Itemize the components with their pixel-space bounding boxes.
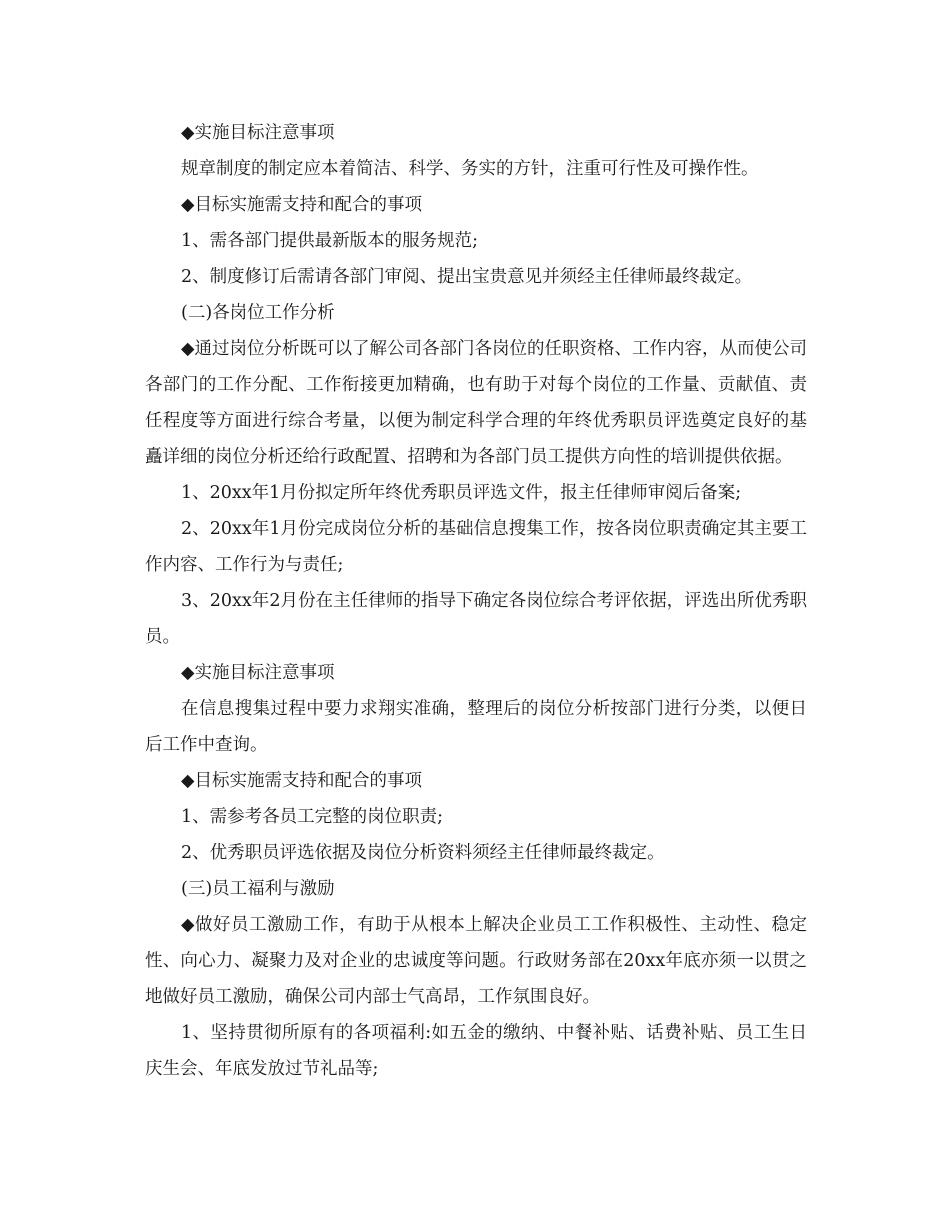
list-item: 1、坚持贯彻所原有的各项福利:如五金的缴纳、中餐补贴、话费补贴、员工生日庆生会、年底发放过节礼品等; — [145, 1023, 807, 1079]
list-item: 2、优秀职员评选依据及岗位分析资料须经主任律师最终裁定。 — [181, 843, 665, 863]
list-item: 2、制度修订后需请各部门审阅、提出宝贵意见并须经主任律师最终裁定。 — [181, 267, 753, 287]
document-body — [145, 115, 807, 1087]
list-item: 1、需参考各员工完整的岗位职责; — [181, 807, 444, 827]
bullet-heading: ◆实施目标注意事项 — [181, 123, 335, 143]
body-paragraph: 规章制度的制定应本着简洁、科学、务实的方针，注重可行性及可操作性。 — [181, 159, 759, 179]
list-item: 1、需各部门提供最新版本的服务规范; — [181, 231, 479, 251]
bullet-heading: ◆目标实施需支持和配合的事项 — [181, 195, 422, 215]
body-paragraph: ◆做好员工激励工作，有助于从根本上解决企业员工工作积极性、主动性、稳定性、向心力、凝聚力及对企业的忠诚度等问题。行政财务部在20xx年底亦须一以贯之地做好员工激励，确保公司内部士气高昂，工作氛围良好。 — [145, 915, 807, 1007]
list-item: 3、20xx年2月份在主任律师的指导下确定各岗位综合考评依据，评选出所优秀职员。 — [145, 591, 807, 647]
body-paragraph: 在信息搜集过程中要力求翔实准确，整理后的岗位分析按部门进行分类，以便日后工作中查询。 — [145, 699, 807, 755]
list-item: 2、20xx年1月份完成岗位分析的基础信息搜集工作，按各岗位职责确定其主要工作内容、工作行为与责任; — [145, 519, 807, 575]
bullet-heading: ◆目标实施需支持和配合的事项 — [181, 771, 422, 791]
body-paragraph: ◆通过岗位分析既可以了解公司各部门各岗位的任职资格、工作内容，从而使公司各部门的工作分配、工作衔接更加精确，也有助于对每个岗位的工作量、贡献值、责任程度等方面进行综合考量，以便为制定科学合理的年终优秀职员评选奠定良好的基矗详细的岗位分析还给行政配置、招聘和为各部门员工提供方向性的培训提供依据。 — [145, 339, 807, 467]
section-heading: (三)员工福利与激励 — [181, 879, 335, 899]
list-item: 1、20xx年1月份拟定所年终优秀职员评选文件，报主任律师审阅后备案; — [181, 483, 742, 503]
bullet-heading: ◆实施目标注意事项 — [181, 663, 335, 683]
section-heading: (二)各岗位工作分析 — [181, 303, 335, 323]
